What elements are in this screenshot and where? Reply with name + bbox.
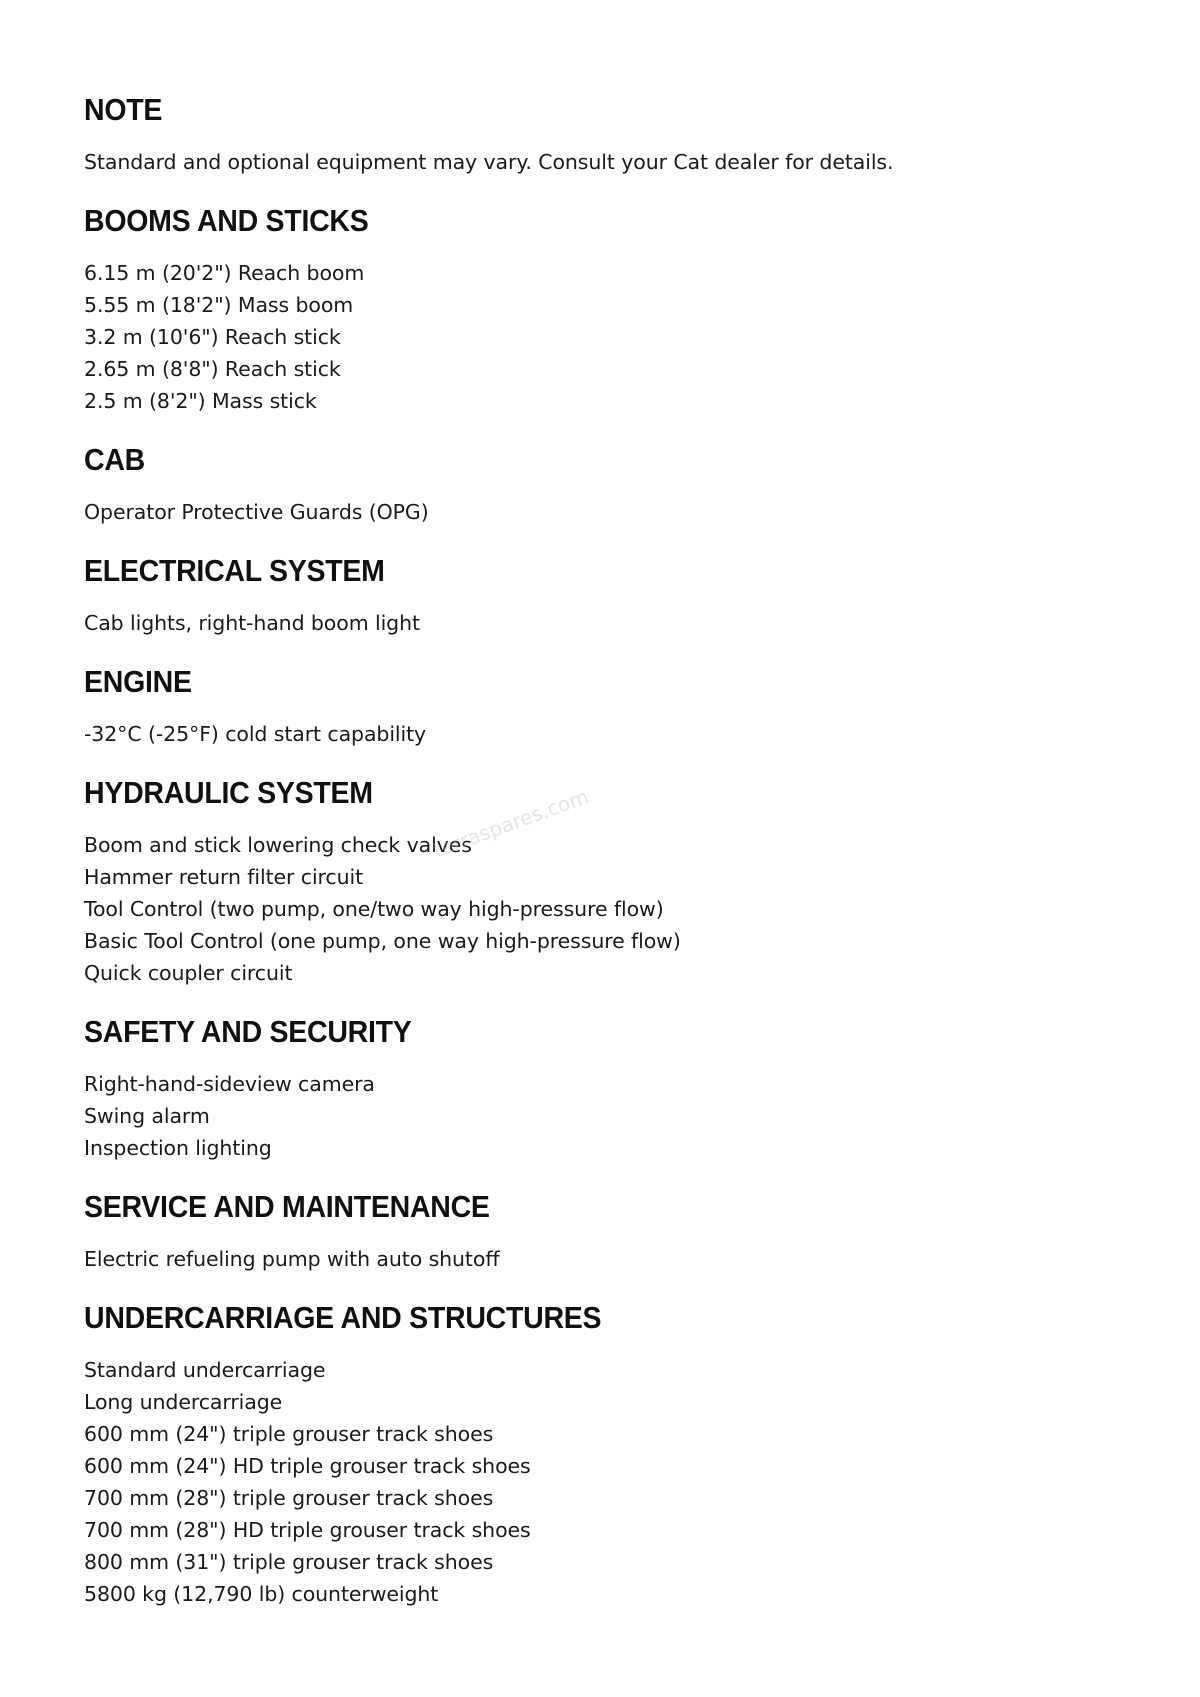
section-heading: SAFETY AND SECURITY: [84, 1014, 412, 1049]
section-hydraulic-system: [84, 763, 1124, 1002]
item-list: [84, 816, 1124, 1002]
list-item: 2.5 m (8'2") Mass stick: [84, 389, 317, 413]
list-item: Basic Tool Control (one pump, one way high-pressure flow): [84, 929, 681, 953]
item-list: [84, 594, 1124, 652]
list-item: Operator Protective Guards (OPG): [84, 500, 429, 524]
section-heading: ELECTRICAL SYSTEM: [84, 553, 385, 588]
item-list: [84, 1230, 1124, 1288]
watermark: terraspares.com: [430, 784, 592, 863]
item-list: [84, 483, 1124, 541]
item-list: [84, 244, 1124, 430]
section-service-and-maintenance: [84, 1177, 1124, 1288]
list-item: Quick coupler circuit: [84, 961, 293, 985]
section-engine: [84, 652, 1124, 763]
list-item: Inspection lighting: [84, 1136, 272, 1160]
list-item: Standard undercarriage: [84, 1358, 326, 1382]
list-item: Cab lights, right-hand boom light: [84, 611, 420, 635]
item-list: [84, 1055, 1124, 1177]
section-note: [84, 80, 1124, 191]
list-item: Tool Control (two pump, one/two way high-pressure flow): [84, 897, 664, 921]
section-undercarriage-and-structures: [84, 1288, 1124, 1623]
list-item: 5800 kg (12,790 lb) counterweight: [84, 1582, 439, 1606]
section-heading: CAB: [84, 442, 145, 477]
list-item: Electric refueling pump with auto shutoff: [84, 1247, 500, 1271]
list-item: 3.2 m (10'6") Reach stick: [84, 325, 341, 349]
list-item: 800 mm (31") triple grouser track shoes: [84, 1550, 494, 1574]
item-list: [84, 133, 1124, 191]
section-electrical-system: [84, 541, 1124, 652]
section-heading: NOTE: [84, 92, 163, 127]
list-item: 700 mm (28") HD triple grouser track shoes: [84, 1518, 531, 1542]
list-item: 700 mm (28") triple grouser track shoes: [84, 1486, 494, 1510]
list-item: Boom and stick lowering check valves: [84, 833, 472, 857]
list-item: 5.55 m (18'2") Mass boom: [84, 293, 354, 317]
list-item: Long undercarriage: [84, 1390, 283, 1414]
list-item: Hammer return filter circuit: [84, 865, 364, 889]
section-heading: HYDRAULIC SYSTEM: [84, 775, 373, 810]
list-item: 600 mm (24") HD triple grouser track shoes: [84, 1454, 531, 1478]
item-list: [84, 1341, 1124, 1623]
section-heading: ENGINE: [84, 664, 192, 699]
section-heading: BOOMS AND STICKS: [84, 203, 369, 238]
list-item: 6.15 m (20'2") Reach boom: [84, 261, 365, 285]
section-booms-and-sticks: [84, 191, 1124, 430]
item-list: [84, 705, 1124, 763]
list-item: Swing alarm: [84, 1104, 210, 1128]
list-item: Standard and optional equipment may vary. Consult your Cat dealer for details.: [84, 150, 894, 174]
section-cab: [84, 430, 1124, 541]
list-item: Right-hand-sideview camera: [84, 1072, 375, 1096]
section-safety-and-security: [84, 1002, 1124, 1177]
section-heading: UNDERCARRIAGE AND STRUCTURES: [84, 1300, 602, 1335]
list-item: 600 mm (24") triple grouser track shoes: [84, 1422, 494, 1446]
list-item: 2.65 m (8'8") Reach stick: [84, 357, 341, 381]
list-item: -32°C (-25°F) cold start capability: [84, 722, 427, 746]
document-page: [84, 80, 1124, 1623]
section-heading: SERVICE AND MAINTENANCE: [84, 1189, 490, 1224]
